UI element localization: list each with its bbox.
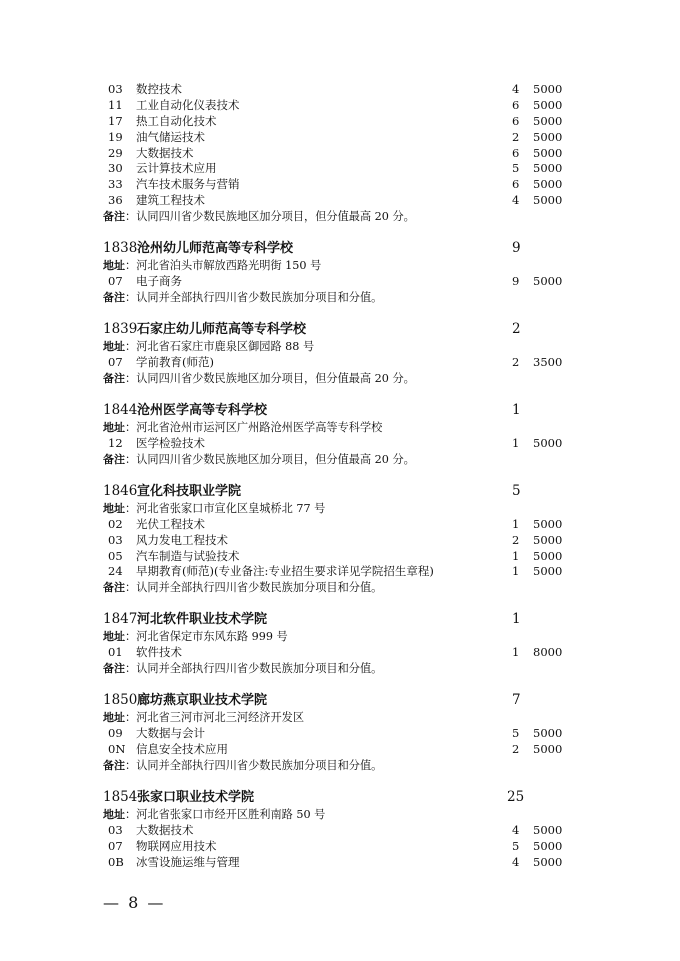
major-code: 29	[108, 145, 123, 160]
major-name: 学前教育(师范)	[136, 355, 214, 370]
major-name: 建筑工程技术	[136, 193, 205, 208]
school-name: 宣化科技职业学院	[137, 483, 242, 499]
school-block	[103, 482, 583, 597]
tuition-fee: 5000	[533, 854, 563, 869]
school-code: 1850	[103, 692, 138, 709]
enrollment-plan-list	[103, 82, 583, 871]
plan-count: 2	[512, 355, 520, 370]
plan-count: 9	[512, 274, 520, 289]
plan-count: 5	[512, 726, 520, 741]
major-code: 02	[108, 516, 123, 531]
major-name: 软件技术	[136, 645, 182, 660]
major-name: 云计算技术应用	[136, 161, 217, 176]
address-line	[103, 807, 583, 823]
major-code: 05	[108, 548, 123, 563]
school-name: 张家口职业技术学院	[137, 790, 255, 806]
remark-line	[103, 580, 583, 596]
major-row	[103, 517, 583, 533]
major-name: 光伏工程技术	[136, 516, 205, 531]
tuition-fee: 5000	[533, 564, 563, 579]
plan-count: 4	[512, 193, 520, 208]
major-row	[103, 436, 583, 452]
major-name: 油气储运技术	[136, 129, 205, 144]
school-code: 1844	[103, 401, 138, 418]
major-row	[103, 98, 583, 114]
major-code: 0N	[108, 742, 126, 757]
tuition-fee: 8000	[533, 645, 563, 660]
remark-label: 备注	[103, 371, 125, 385]
tuition-fee: 5000	[533, 161, 563, 176]
major-row	[103, 161, 583, 177]
major-code: 0B	[108, 854, 124, 869]
tuition-fee: 5000	[533, 548, 563, 563]
major-code: 11	[108, 97, 123, 112]
tuition-fee: 5000	[533, 129, 563, 144]
major-code: 09	[108, 726, 123, 741]
tuition-fee: 5000	[533, 532, 563, 547]
address-label: 地址	[103, 630, 125, 644]
plan-count: 4	[512, 82, 520, 96]
plan-count: 1	[512, 564, 520, 579]
remark-text: ：认同并全部执行四川省少数民族加分项目和分值。	[125, 662, 383, 676]
remark-label: 备注	[103, 662, 125, 676]
major-name: 汽车技术服务与营销	[136, 177, 240, 192]
major-row	[103, 533, 583, 549]
plan-count: 1	[512, 645, 520, 660]
address-line	[103, 710, 583, 726]
major-name: 早期教育(师范)(专业备注:专业招生要求详见学院招生章程)	[136, 564, 434, 579]
major-row	[103, 193, 583, 209]
major-name: 大数据技术	[136, 145, 194, 160]
major-code: 36	[108, 193, 123, 208]
school-block	[103, 401, 583, 468]
major-code: 03	[108, 823, 123, 838]
school-header	[103, 401, 583, 420]
remark-text: ：认同四川省少数民族地区加分项目，但分值最高 20 分。	[125, 210, 415, 224]
plan-count: 6	[512, 97, 520, 112]
address-label: 地址	[103, 808, 125, 822]
school-block	[103, 239, 583, 306]
major-row	[103, 130, 583, 146]
address-line	[103, 258, 583, 274]
plan-count: 4	[512, 854, 520, 869]
school-code: 1846	[103, 482, 138, 499]
major-name: 信息安全技术应用	[136, 742, 228, 757]
tuition-fee: 5000	[533, 177, 563, 192]
major-row	[103, 82, 583, 98]
remark-label: 备注	[103, 210, 125, 224]
tuition-fee: 5000	[533, 516, 563, 531]
address-text: ：河北省保定市东风东路 999 号	[125, 630, 288, 644]
address-text: ：河北省三河市河北三河经济开发区	[125, 711, 305, 725]
major-name: 医学检验技术	[136, 435, 205, 450]
school-code: 1854	[103, 789, 138, 806]
major-name: 物联网应用技术	[136, 838, 217, 853]
major-name: 数控技术	[136, 82, 182, 96]
major-code: 01	[108, 645, 123, 660]
major-code: 19	[108, 129, 123, 144]
address-label: 地址	[103, 711, 125, 725]
major-name: 工业自动化仪表技术	[136, 97, 240, 112]
remark-text: ：认同并全部执行四川省少数民族加分项目和分值。	[125, 291, 383, 305]
major-row	[103, 839, 583, 855]
school-name: 石家庄幼儿师范高等专科学校	[137, 322, 307, 338]
major-row	[103, 355, 583, 371]
remark-line	[103, 758, 583, 774]
school-code: 1839	[103, 321, 138, 338]
major-name: 大数据技术	[136, 823, 194, 838]
address-text: ：河北省泊头市解放西路光明街 150 号	[125, 259, 322, 273]
remark-label: 备注	[103, 291, 125, 305]
remark-line	[103, 371, 583, 387]
plan-count: 1	[512, 548, 520, 563]
school-header	[103, 482, 583, 501]
address-label: 地址	[103, 420, 125, 434]
school-header	[103, 610, 583, 629]
plan-count: 6	[512, 145, 520, 160]
major-code: 33	[108, 177, 123, 192]
plan-count: 1	[512, 516, 520, 531]
tuition-fee: 5000	[533, 274, 563, 289]
remark-line	[103, 661, 583, 677]
major-code: 07	[108, 274, 123, 289]
plan-count: 2	[512, 129, 520, 144]
school-name: 河北软件职业技术学院	[137, 612, 268, 628]
major-row	[103, 564, 583, 580]
major-code: 17	[108, 113, 123, 128]
school-header	[103, 239, 583, 258]
address-label: 地址	[103, 259, 125, 273]
address-label: 地址	[103, 340, 125, 354]
school-header	[103, 691, 583, 710]
address-line	[103, 629, 583, 645]
major-row	[103, 742, 583, 758]
school-block	[103, 610, 583, 677]
school-code: 1847	[103, 611, 138, 628]
major-code: 07	[108, 355, 123, 370]
school-name: 沧州幼儿师范高等专科学校	[137, 241, 294, 257]
major-row	[103, 177, 583, 193]
school-total-count: 25	[507, 789, 525, 806]
remark-line	[103, 452, 583, 468]
major-code: 03	[108, 532, 123, 547]
remark-text: ：认同四川省少数民族地区加分项目，但分值最高 20 分。	[125, 371, 415, 385]
major-code: 07	[108, 838, 123, 853]
school-block	[103, 788, 583, 871]
school-block	[103, 691, 583, 774]
major-name: 大数据与会计	[136, 726, 205, 741]
remark-text: ：认同并全部执行四川省少数民族加分项目和分值。	[125, 581, 383, 595]
address-text: ：河北省石家庄市鹿泉区御园路 88 号	[125, 340, 315, 354]
plan-count: 6	[512, 177, 520, 192]
address-text: ：河北省张家口市经开区胜利南路 50 号	[125, 808, 326, 822]
school-total-count: 1	[512, 611, 521, 628]
tuition-fee: 5000	[533, 838, 563, 853]
plan-count: 2	[512, 742, 520, 757]
major-code: 24	[108, 564, 123, 579]
tuition-fee: 5000	[533, 823, 563, 838]
plan-count: 4	[512, 823, 520, 838]
tuition-fee: 5000	[533, 435, 563, 450]
plan-count: 5	[512, 838, 520, 853]
plan-count: 6	[512, 113, 520, 128]
major-row	[103, 549, 583, 565]
tuition-fee: 5000	[533, 145, 563, 160]
school-name: 廊坊燕京职业技术学院	[137, 693, 268, 709]
major-name: 汽车制造与试验技术	[136, 548, 240, 563]
major-name: 风力发电工程技术	[136, 532, 228, 547]
remark-line	[103, 290, 583, 306]
remark-label: 备注	[103, 452, 125, 466]
school-total-count: 5	[512, 482, 521, 499]
school-header	[103, 320, 583, 339]
major-row	[103, 855, 583, 871]
major-name: 冰雪设施运维与管理	[136, 854, 240, 869]
major-code: 12	[108, 435, 123, 450]
school-total-count: 1	[512, 401, 521, 418]
address-text: ：河北省张家口市宣化区皇城桥北 77 号	[125, 501, 326, 515]
address-line	[103, 501, 583, 517]
school-total-count: 2	[512, 321, 521, 338]
tuition-fee: 5000	[533, 97, 563, 112]
major-code: 03	[108, 82, 123, 96]
school-header	[103, 788, 583, 807]
major-row	[103, 726, 583, 742]
school-name: 沧州医学高等专科学校	[137, 402, 268, 418]
address-line	[103, 420, 583, 436]
tuition-fee: 3500	[533, 355, 563, 370]
remark-line	[103, 209, 583, 225]
school-total-count: 9	[512, 240, 521, 257]
major-row	[103, 645, 583, 661]
school-block	[103, 320, 583, 387]
address-label: 地址	[103, 501, 125, 515]
school-total-count: 7	[512, 692, 521, 709]
tuition-fee: 5000	[533, 113, 563, 128]
tuition-fee: 5000	[533, 82, 563, 96]
major-name: 电子商务	[136, 274, 182, 289]
tuition-fee: 5000	[533, 726, 563, 741]
page-number: — 8 —	[103, 893, 166, 912]
school-code: 1838	[103, 240, 138, 257]
major-row	[103, 823, 583, 839]
remark-text: ：认同四川省少数民族地区加分项目，但分值最高 20 分。	[125, 452, 415, 466]
major-row	[103, 114, 583, 130]
major-row	[103, 274, 583, 290]
remark-label: 备注	[103, 581, 125, 595]
plan-count: 5	[512, 161, 520, 176]
remark-text: ：认同并全部执行四川省少数民族加分项目和分值。	[125, 759, 383, 773]
major-code: 30	[108, 161, 123, 176]
address-line	[103, 339, 583, 355]
tuition-fee: 5000	[533, 742, 563, 757]
plan-count: 2	[512, 532, 520, 547]
tuition-fee: 5000	[533, 193, 563, 208]
major-row	[103, 146, 583, 162]
address-text: ：河北省沧州市运河区广州路沧州医学高等专科学校	[125, 420, 383, 434]
major-name: 热工自动化技术	[136, 113, 217, 128]
plan-count: 1	[512, 435, 520, 450]
remark-label: 备注	[103, 759, 125, 773]
